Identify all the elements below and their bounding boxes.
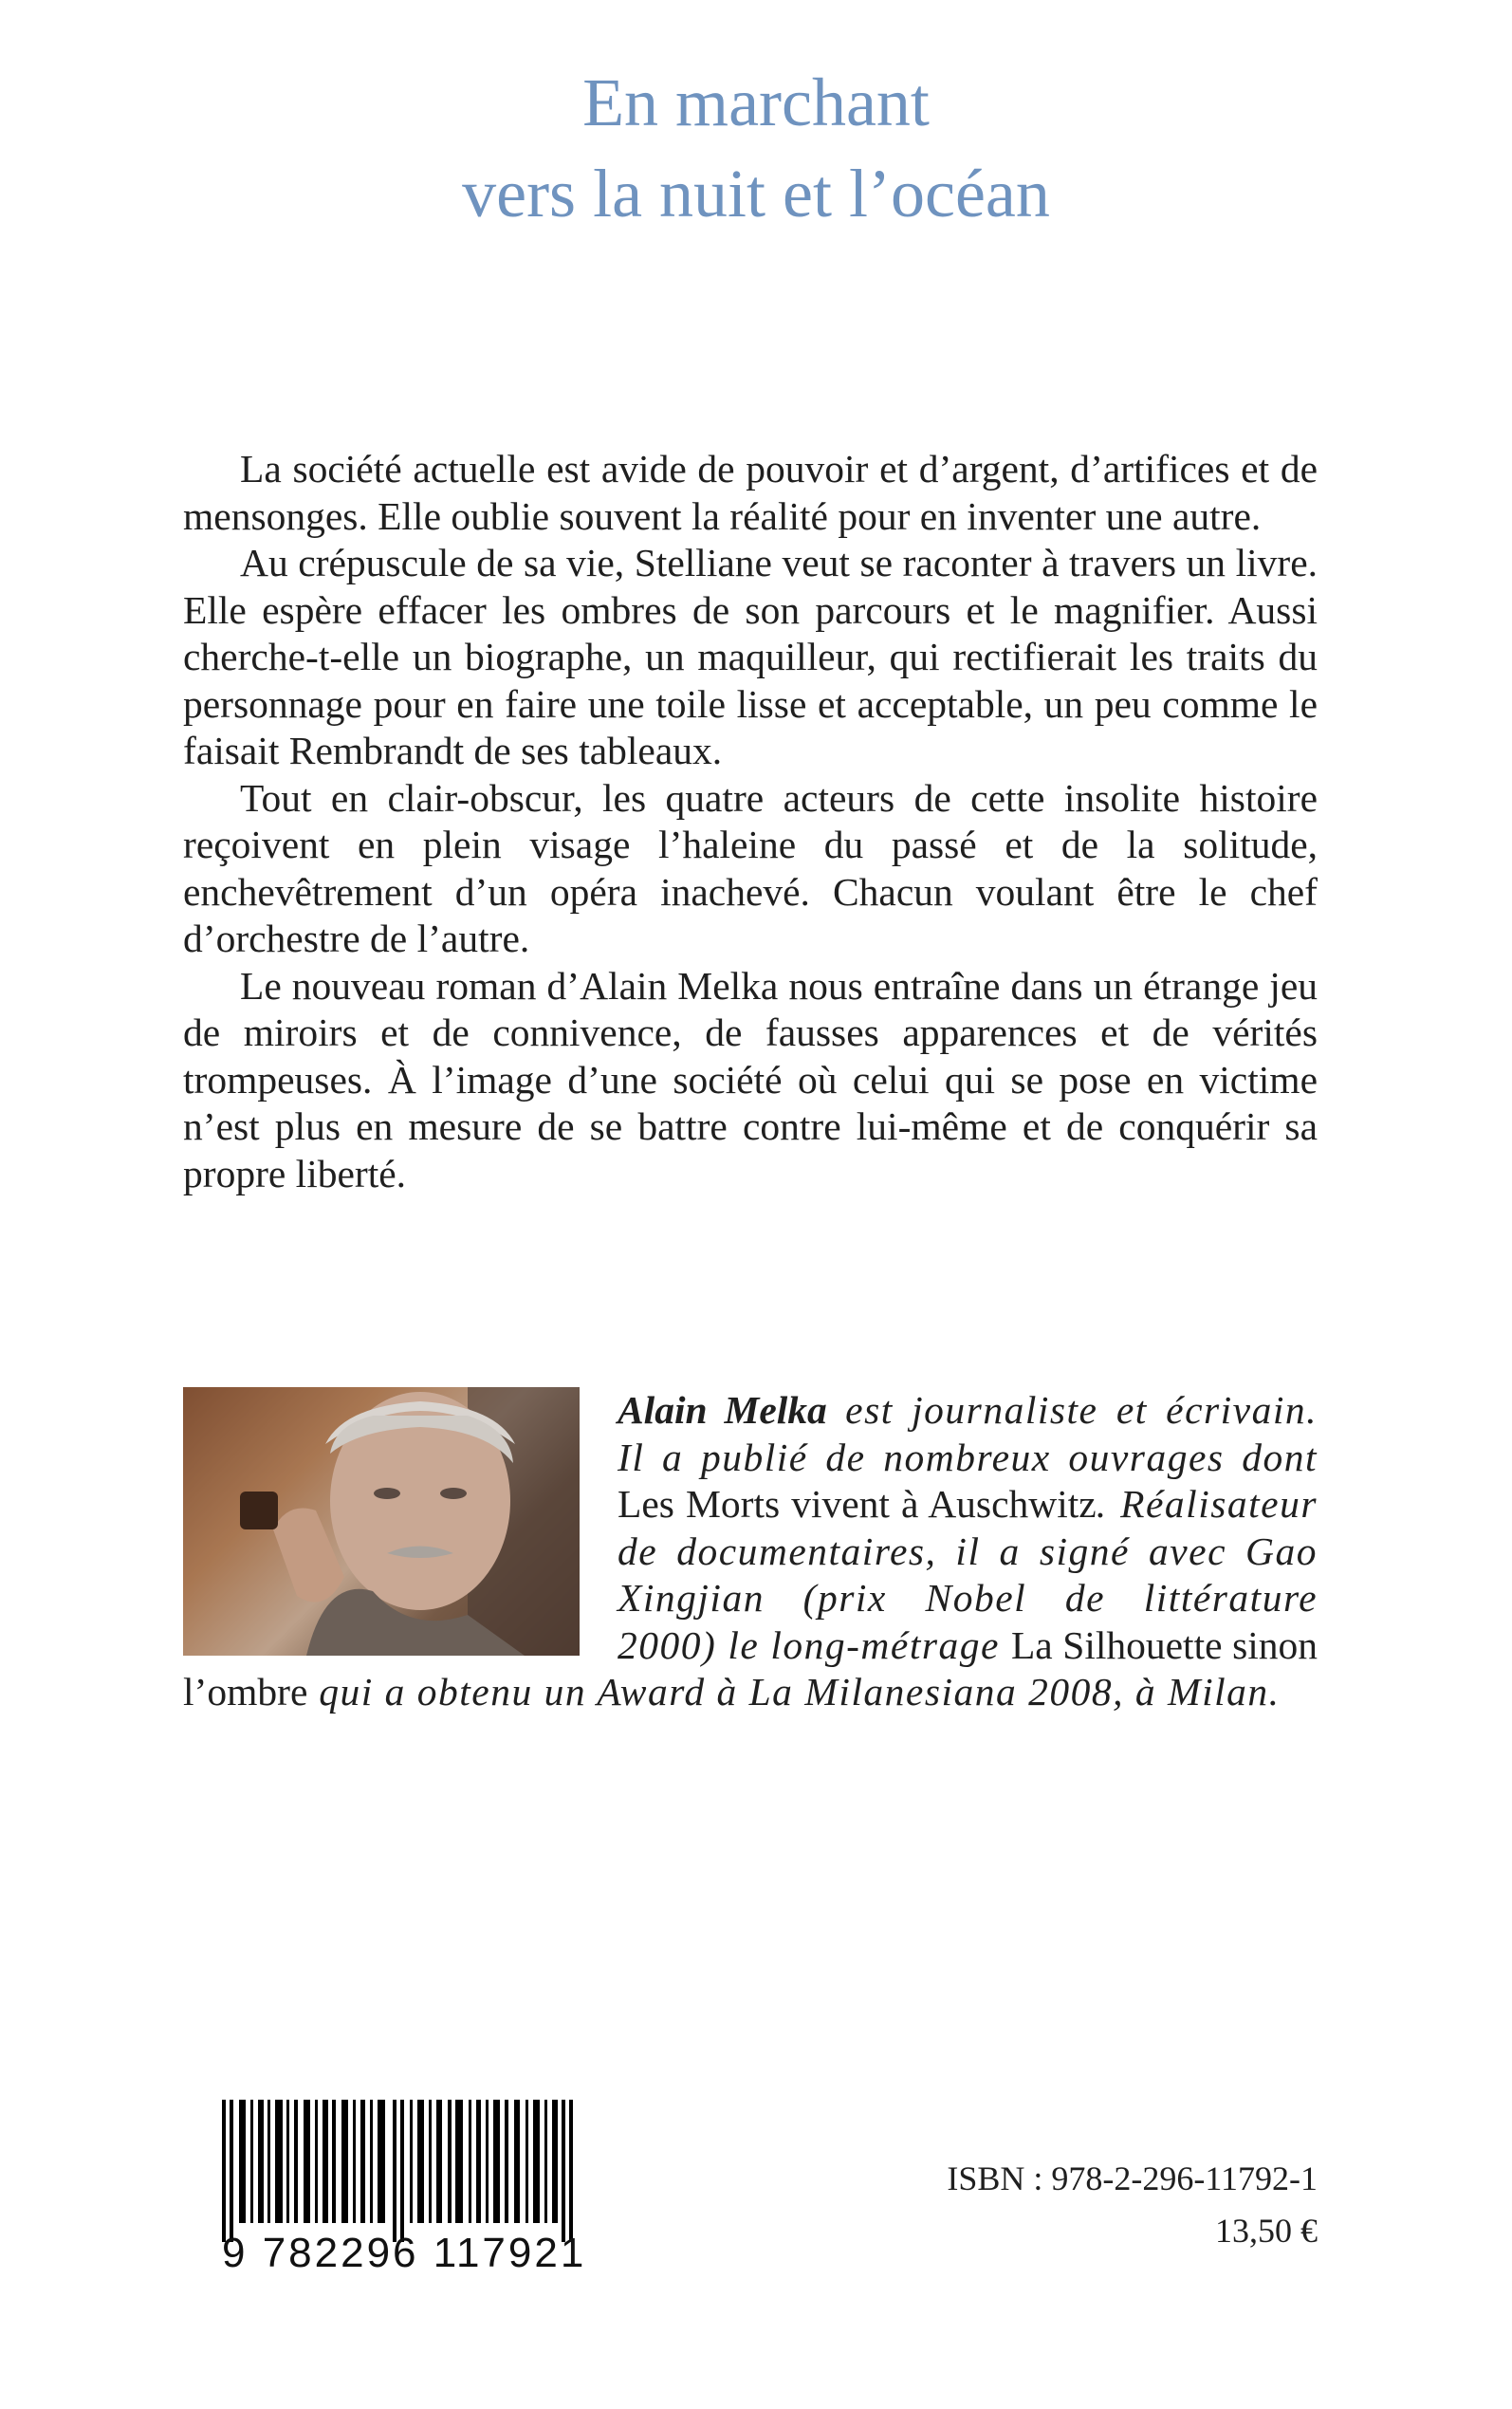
author-film-title: La Silhouette sinon l’ombre — [183, 1622, 1318, 1714]
blurb — [183, 446, 1318, 1197]
price: 13,50 € — [1215, 2212, 1318, 2250]
author-bio-part-3: qui a obtenu un Award à La Milanesiana 2008, à Milan. — [307, 1670, 1281, 1714]
barcode-digits: 9 782296 117921 — [222, 2230, 587, 2276]
blurb-paragraph-1: La société actuelle est avide de pouvoir et d’argent, d’artifices et de mensonges. Elle oublie souvent la réalité pour en inventer une autre. — [183, 447, 1318, 538]
book-title — [0, 57, 1512, 239]
author-name: Alain Melka — [618, 1388, 827, 1432]
blurb-paragraph-2: Au crépuscule de sa vie, Stelliane veut se raconter à travers un livre. Elle espère effacer les ombres de son parcours et le magnifier. Aussi cherche-t-elle un biographe, un maquilleur, qui rectifierait les traits du personnage pour en faire une toile lisse et acceptable, un peu comme le faisait Rembrandt de ses tableaux. — [183, 541, 1318, 772]
blurb-paragraph-3: Tout en clair-obscur, les quatre acteurs de cette insolite histoire reçoivent en plein visage l’haleine du passé et de la solitude, enchevêtrement d’un opéra inachevé. Chacun voulant être le chef d’orchestre de l’autre. — [183, 775, 1318, 960]
author-photo — [183, 1387, 580, 1656]
author-book-title: Les Morts vivent à Auschwitz — [618, 1482, 1097, 1526]
author-portrait-image — [183, 1387, 580, 1656]
book-title-line-2: vers la nuit et l’océan — [462, 156, 1050, 232]
author-bio-part-2: . Réalisateur de documentaires, il a signé avec Gao Xingjian (prix Nobel de littérature 2000) le long-métrage — [618, 1482, 1318, 1667]
book-title-line-1: En marchant — [582, 65, 930, 140]
author-bio-part-1: est journaliste et écrivain. Il a publié de nombreux ouvrages dont — [618, 1388, 1318, 1479]
isbn: ISBN : 978-2-296-11792-1 — [947, 2159, 1318, 2197]
blurb-paragraph-4: Le nouveau roman d’Alain Melka nous entraîne dans un étrange jeu de miroirs et de connivence, de fausses apparences et de vérités trompeuses. À l’image d’une société où celui qui se pose en victime n’est plus en mesure de se battre contre lui-même et de conquérir sa propre liberté. — [183, 963, 1318, 1195]
barcode-image — [222, 2100, 601, 2337]
author-bio-section — [183, 1387, 1318, 1716]
